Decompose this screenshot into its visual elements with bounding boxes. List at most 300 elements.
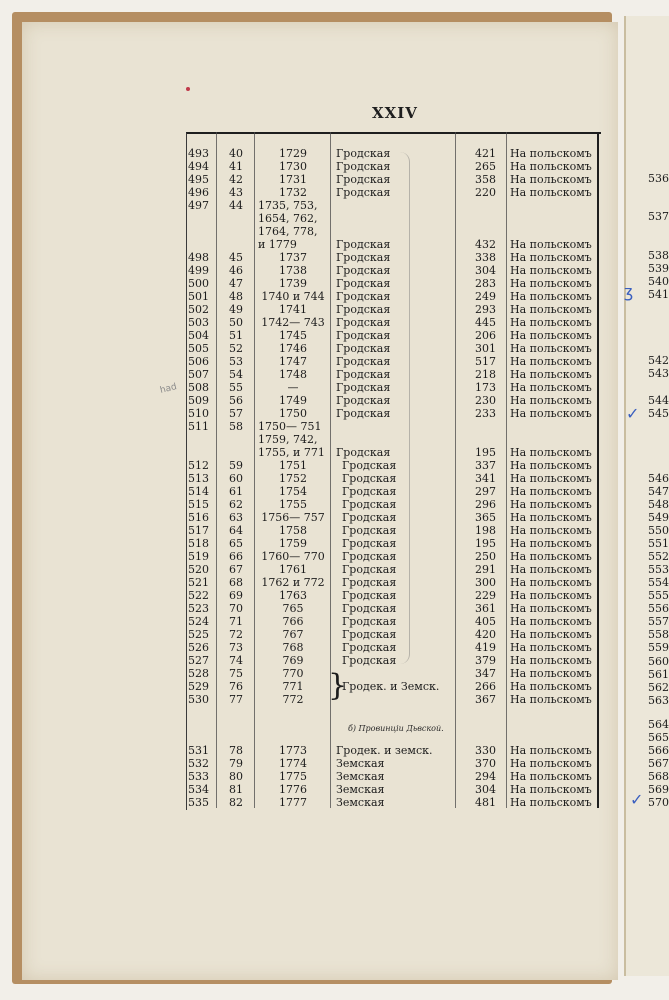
cell-n: 530	[188, 693, 209, 706]
cell-y: 1654, 762,	[258, 212, 318, 225]
cell-l: На польскомъ	[510, 783, 592, 796]
cell-y: 1758	[279, 524, 307, 537]
page-header: XXIV	[372, 104, 418, 122]
cell-r: Гродская	[336, 303, 391, 316]
cell-n: 533	[188, 770, 209, 783]
cell-r: Гродская	[336, 238, 391, 251]
cell-y: 1738	[279, 264, 307, 277]
cell-r: Гродская	[336, 446, 391, 459]
cell-y: 1741	[279, 303, 307, 316]
table-row	[0, 628, 669, 641]
table-row	[0, 770, 669, 783]
cell-c: 233	[475, 407, 496, 420]
cell-m: 41	[229, 160, 243, 173]
table-row	[0, 368, 669, 381]
adjacent-page-number: 552	[648, 550, 669, 563]
adjacent-page-number: 543	[648, 367, 669, 380]
cell-c: 481	[475, 796, 496, 809]
cell-m: 56	[229, 394, 243, 407]
cell-r: Земская	[336, 770, 385, 783]
cell-m: 73	[229, 641, 243, 654]
cell-m: 68	[229, 576, 243, 589]
cell-r: Гродек. и земск.	[336, 744, 433, 757]
cell-m: 65	[229, 537, 243, 550]
cell-c: 249	[475, 290, 496, 303]
cell-y: 1756— 757	[261, 511, 325, 524]
cell-r: Гродская	[342, 485, 397, 498]
cell-r: Гродская	[342, 654, 397, 667]
table-row	[0, 744, 669, 757]
cell-c: 229	[475, 589, 496, 602]
table-row	[0, 563, 669, 576]
cell-l: На польскомъ	[510, 628, 592, 641]
cell-c: 218	[475, 368, 496, 381]
cell-l: На польскомъ	[510, 744, 592, 757]
table-row	[0, 329, 669, 342]
adjacent-page-number: 539	[648, 262, 669, 275]
cell-l: На польскомъ	[510, 342, 592, 355]
cell-c: 294	[475, 770, 496, 783]
cell-m: 61	[229, 485, 243, 498]
cell-y: —	[287, 381, 299, 394]
cell-r: Гродская	[336, 186, 391, 199]
cell-l: На польскомъ	[510, 459, 592, 472]
cell-l: На польскомъ	[510, 147, 592, 160]
adjacent-page-number: 541	[648, 288, 669, 301]
cell-l: На польскомъ	[510, 446, 592, 459]
cell-y: 771	[282, 680, 304, 693]
table-row	[0, 251, 669, 264]
cell-m: 58	[229, 420, 243, 433]
table-row	[0, 524, 669, 537]
cell-r: Гродская	[336, 147, 391, 160]
cell-m: 81	[229, 783, 243, 796]
cell-y: 1737	[279, 251, 307, 264]
adjacent-page-number: 569	[648, 783, 669, 796]
cell-y: 1749	[279, 394, 307, 407]
cell-c: 421	[475, 147, 496, 160]
cell-n: 534	[188, 783, 209, 796]
section-subtitle: б) Провинціи Дьвской.	[348, 724, 444, 733]
cell-m: 55	[229, 381, 243, 394]
cell-y: и 1779	[258, 238, 297, 251]
cell-r: Гродская	[336, 342, 391, 355]
cell-l: На польскомъ	[510, 381, 592, 394]
adjacent-page-number: 561	[648, 668, 669, 681]
cell-l: На польскомъ	[510, 602, 592, 615]
cell-m: 67	[229, 563, 243, 576]
cell-l: На польскомъ	[510, 796, 592, 809]
cell-y: 1745	[279, 329, 307, 342]
table-row	[0, 342, 669, 355]
cell-n: 504	[188, 329, 209, 342]
table-row	[0, 472, 669, 485]
adjacent-page-number: 553	[648, 563, 669, 576]
cell-r: Гродская	[342, 628, 397, 641]
adjacent-page-number: 550	[648, 524, 669, 537]
cell-y: 1752	[279, 472, 307, 485]
cell-l: На польскомъ	[510, 264, 592, 277]
cell-y: 1735, 753,	[258, 199, 318, 212]
cell-l: На польскомъ	[510, 472, 592, 485]
table-row	[0, 277, 669, 290]
cell-r: Гродская	[342, 563, 397, 576]
cell-y: 1748	[279, 368, 307, 381]
cell-r: Гродская	[342, 615, 397, 628]
cell-c: 266	[475, 680, 496, 693]
cell-m: 64	[229, 524, 243, 537]
cell-n: 523	[188, 602, 209, 615]
cell-n: 521	[188, 576, 209, 589]
cell-n: 526	[188, 641, 209, 654]
cell-l: На польскомъ	[510, 511, 592, 524]
cell-n: 508	[188, 381, 209, 394]
cell-y: 1742— 743	[261, 316, 325, 329]
cell-m: 75	[229, 667, 243, 680]
cell-m: 80	[229, 770, 243, 783]
table-row	[0, 355, 669, 368]
cell-n: 497	[188, 199, 209, 212]
cell-m: 62	[229, 498, 243, 511]
cell-r: Гродская	[342, 641, 397, 654]
cell-l: На польскомъ	[510, 277, 592, 290]
table-row	[0, 550, 669, 563]
cell-r: Гродская	[342, 472, 397, 485]
cell-r: Гродек. и Земск.	[342, 680, 440, 693]
cell-m: 44	[229, 199, 243, 212]
cell-y: 1732	[279, 186, 307, 199]
adjacent-page-number: 562	[648, 681, 669, 694]
cell-c: 173	[475, 381, 496, 394]
cell-r: Гродская	[336, 329, 391, 342]
cell-r: Гродская	[336, 251, 391, 264]
blue-pen-mark: ʒ	[624, 282, 634, 301]
cell-y: 1747	[279, 355, 307, 368]
cell-y: 1746	[279, 342, 307, 355]
red-ink-mark	[186, 87, 190, 91]
cell-r: Гродская	[336, 290, 391, 303]
adjacent-page-number: 551	[648, 537, 669, 550]
cell-r: Земская	[336, 783, 385, 796]
cell-n: 515	[188, 498, 209, 511]
cell-c: 341	[475, 472, 496, 485]
cell-c: 304	[475, 264, 496, 277]
cell-l: На польскомъ	[510, 173, 592, 186]
table-row	[0, 485, 669, 498]
cell-l: На польскомъ	[510, 615, 592, 628]
adjacent-page-number: 546	[648, 472, 669, 485]
table-row	[0, 160, 669, 173]
cell-l: На польскомъ	[510, 251, 592, 264]
cell-r: Гродская	[342, 511, 397, 524]
cell-c: 220	[475, 186, 496, 199]
cell-m: 71	[229, 615, 243, 628]
cell-c: 300	[475, 576, 496, 589]
cell-y: 1774	[279, 757, 307, 770]
cell-y: 1761	[279, 563, 307, 576]
cell-m: 60	[229, 472, 243, 485]
table-row	[0, 238, 669, 251]
pencil-note: had	[159, 382, 178, 396]
cell-l: На польскомъ	[510, 238, 592, 251]
cell-r: Гродская	[336, 277, 391, 290]
cell-r: Гродская	[342, 589, 397, 602]
cell-m: 66	[229, 550, 243, 563]
table-row	[0, 225, 669, 238]
cell-y: 1762 и 772	[261, 576, 325, 589]
table-row	[0, 667, 669, 680]
cell-c: 195	[475, 537, 496, 550]
cell-r: Гродская	[342, 524, 397, 537]
cell-y: 1759	[279, 537, 307, 550]
adjacent-page-number: 554	[648, 576, 669, 589]
table-row	[0, 589, 669, 602]
cell-n: 532	[188, 757, 209, 770]
cell-r: Земская	[336, 796, 385, 809]
cell-n: 509	[188, 394, 209, 407]
cell-n: 528	[188, 667, 209, 680]
cell-c: 367	[475, 693, 496, 706]
cell-l: На польскомъ	[510, 290, 592, 303]
cell-c: 405	[475, 615, 496, 628]
cell-n: 520	[188, 563, 209, 576]
cell-n: 535	[188, 796, 209, 809]
cell-m: 69	[229, 589, 243, 602]
cell-r: Гродская	[336, 368, 391, 381]
cell-y: 767	[282, 628, 304, 641]
cell-r: Гродская	[342, 602, 397, 615]
cell-y: 1773	[279, 744, 307, 757]
cell-n: 514	[188, 485, 209, 498]
cell-m: 42	[229, 173, 243, 186]
cell-n: 498	[188, 251, 209, 264]
cell-l: На польскомъ	[510, 485, 592, 498]
cell-r: Гродская	[342, 550, 397, 563]
cell-c: 291	[475, 563, 496, 576]
table-row	[0, 147, 669, 160]
cell-r: Гродская	[336, 355, 391, 368]
cell-n: 496	[188, 186, 209, 199]
cell-y: 1731	[279, 173, 307, 186]
adjacent-page-number: 570	[648, 796, 669, 809]
cell-m: 59	[229, 459, 243, 472]
cell-l: На польскомъ	[510, 550, 592, 563]
adjacent-page-number: 559	[648, 641, 669, 654]
cell-r: Земская	[336, 757, 385, 770]
cell-r: Гродская	[336, 394, 391, 407]
adjacent-page-number: 555	[648, 589, 669, 602]
adjacent-page-number: 544	[648, 394, 669, 407]
cell-l: На польскомъ	[510, 355, 592, 368]
cell-c: 265	[475, 160, 496, 173]
cell-m: 76	[229, 680, 243, 693]
cell-c: 419	[475, 641, 496, 654]
cell-n: 519	[188, 550, 209, 563]
cell-m: 50	[229, 316, 243, 329]
adjacent-page-number: 568	[648, 770, 669, 783]
cell-l: На польскомъ	[510, 770, 592, 783]
cell-c: 283	[475, 277, 496, 290]
cell-n: 507	[188, 368, 209, 381]
cell-m: 53	[229, 355, 243, 368]
adjacent-page-number: 567	[648, 757, 669, 770]
cell-m: 70	[229, 602, 243, 615]
cell-m: 52	[229, 342, 243, 355]
cell-n: 524	[188, 615, 209, 628]
cell-n: 505	[188, 342, 209, 355]
cell-c: 297	[475, 485, 496, 498]
cell-m: 72	[229, 628, 243, 641]
grouping-brace: }	[328, 668, 348, 703]
cell-c: 420	[475, 628, 496, 641]
cell-y: 1775	[279, 770, 307, 783]
cell-n: 531	[188, 744, 209, 757]
table-row	[0, 615, 669, 628]
cell-y: 1754	[279, 485, 307, 498]
cell-y: 1730	[279, 160, 307, 173]
cell-n: 502	[188, 303, 209, 316]
table-row	[0, 290, 669, 303]
cell-m: 48	[229, 290, 243, 303]
cell-m: 57	[229, 407, 243, 420]
cell-r: Гродская	[336, 264, 391, 277]
table-row	[0, 394, 669, 407]
table-row	[0, 783, 669, 796]
cell-c: 330	[475, 744, 496, 757]
adjacent-page-number: 560	[648, 655, 669, 668]
cell-m: 47	[229, 277, 243, 290]
cell-l: На польскомъ	[510, 394, 592, 407]
cell-r: Гродская	[342, 459, 397, 472]
cell-l: На польскомъ	[510, 757, 592, 770]
cell-y: 1755, и 771	[258, 446, 325, 459]
table-row	[0, 511, 669, 524]
cell-l: На польскомъ	[510, 576, 592, 589]
cell-m: 40	[229, 147, 243, 160]
cell-n: 525	[188, 628, 209, 641]
adjacent-page-number: 558	[648, 628, 669, 641]
cell-n: 512	[188, 459, 209, 472]
cell-l: На польскомъ	[510, 498, 592, 511]
cell-l: На польскомъ	[510, 641, 592, 654]
cell-c: 379	[475, 654, 496, 667]
cell-m: 74	[229, 654, 243, 667]
cell-n: 513	[188, 472, 209, 485]
cell-n: 494	[188, 160, 209, 173]
cell-r: Гродская	[342, 537, 397, 550]
cell-y: 1759, 742,	[258, 433, 318, 446]
cell-c: 206	[475, 329, 496, 342]
adjacent-page-number: 563	[648, 694, 669, 707]
cell-r: Гродская	[342, 498, 397, 511]
cell-n: 516	[188, 511, 209, 524]
cell-l: На польскомъ	[510, 407, 592, 420]
table-row	[0, 316, 669, 329]
cell-c: 195	[475, 446, 496, 459]
cell-c: 301	[475, 342, 496, 355]
table-row	[0, 796, 669, 809]
cell-l: На польскомъ	[510, 316, 592, 329]
cell-c: 250	[475, 550, 496, 563]
cell-n: 499	[188, 264, 209, 277]
table-row	[0, 576, 669, 589]
adjacent-page-number: 542	[648, 354, 669, 367]
cell-r: Гродская	[342, 576, 397, 589]
cell-y: 1777	[279, 796, 307, 809]
cell-c: 517	[475, 355, 496, 368]
cell-y: 1764, 778,	[258, 225, 318, 238]
cell-y: 768	[282, 641, 304, 654]
cell-c: 432	[475, 238, 496, 251]
cell-m: 45	[229, 251, 243, 264]
cell-y: 772	[282, 693, 304, 706]
adjacent-page-number: 566	[648, 744, 669, 757]
table-row	[0, 537, 669, 550]
cell-m: 77	[229, 693, 243, 706]
cell-m: 82	[229, 796, 243, 809]
cell-y: 1751	[279, 459, 307, 472]
cell-n: 503	[188, 316, 209, 329]
cell-c: 445	[475, 316, 496, 329]
adjacent-page-number: 536	[648, 172, 669, 185]
table-row	[0, 641, 669, 654]
table-row	[0, 199, 669, 212]
cell-m: 43	[229, 186, 243, 199]
cell-n: 510	[188, 407, 209, 420]
adjacent-page-number: 537	[648, 210, 669, 223]
adjacent-page-number: 549	[648, 511, 669, 524]
cell-y: 1739	[279, 277, 307, 290]
cell-c: 347	[475, 667, 496, 680]
cell-y: 769	[282, 654, 304, 667]
cell-n: 501	[188, 290, 209, 303]
adjacent-page-number: 557	[648, 615, 669, 628]
cell-c: 365	[475, 511, 496, 524]
table-row	[0, 173, 669, 186]
cell-l: На польскомъ	[510, 524, 592, 537]
cell-n: 495	[188, 173, 209, 186]
cell-y: 1760— 770	[261, 550, 325, 563]
cell-r: Гродская	[336, 316, 391, 329]
cell-c: 230	[475, 394, 496, 407]
cell-m: 63	[229, 511, 243, 524]
cell-n: 500	[188, 277, 209, 290]
cell-n: 511	[188, 420, 209, 433]
cell-n: 529	[188, 680, 209, 693]
table-row	[0, 381, 669, 394]
cell-m: 78	[229, 744, 243, 757]
cell-y: 766	[282, 615, 304, 628]
cell-l: На польскомъ	[510, 303, 592, 316]
cell-m: 49	[229, 303, 243, 316]
table-row	[0, 680, 669, 693]
cell-r: Гродская	[336, 407, 391, 420]
cell-c: 293	[475, 303, 496, 316]
cell-c: 198	[475, 524, 496, 537]
cell-l: На польскомъ	[510, 680, 592, 693]
cell-l: На польскомъ	[510, 186, 592, 199]
cell-l: На польскомъ	[510, 537, 592, 550]
table-row	[0, 420, 669, 433]
cell-m: 79	[229, 757, 243, 770]
table-row	[0, 303, 669, 316]
cell-c: 304	[475, 783, 496, 796]
cell-y: 1729	[279, 147, 307, 160]
cell-y: 1763	[279, 589, 307, 602]
cell-l: На польскомъ	[510, 667, 592, 680]
cell-l: На польскомъ	[510, 329, 592, 342]
table-row	[0, 264, 669, 277]
